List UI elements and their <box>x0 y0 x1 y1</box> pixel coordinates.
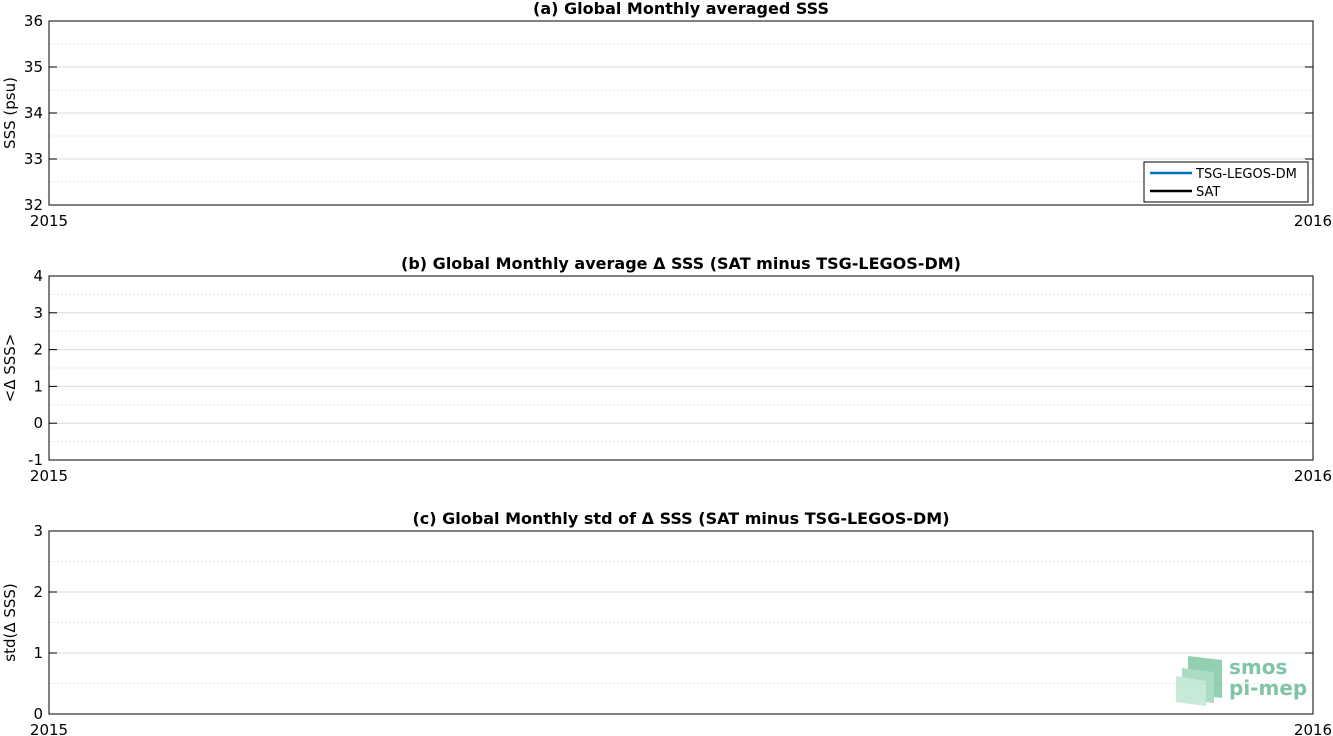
x-tick-label: 2016 <box>1293 721 1333 736</box>
y-axis-label: SSS (psu) <box>1 77 19 149</box>
y-tick-label: 4 <box>33 267 43 285</box>
y-tick-label: 35 <box>23 58 43 76</box>
chart-title: (c) Global Monthly std of Δ SSS (SAT minus TSG-LEGOS-DM) <box>412 509 950 528</box>
y-tick-label: 2 <box>33 583 43 601</box>
y-tick-label: 0 <box>33 414 43 433</box>
y-tick-label: 34 <box>23 104 43 122</box>
y-tick-label: -1 <box>28 451 43 469</box>
y-tick-label: 3 <box>33 303 43 322</box>
x-tick-label: 2016 <box>1293 467 1333 485</box>
y-tick-label: 36 <box>23 12 43 30</box>
y-tick-label: 1 <box>33 377 43 396</box>
y-tick-label: 1 <box>33 644 43 662</box>
legend <box>1144 162 1308 202</box>
logo-line2: pi-mep <box>1229 676 1308 700</box>
y-tick-label: 3 <box>33 522 43 540</box>
x-tick-label: 2015 <box>29 212 69 230</box>
panel-2 <box>1 509 1332 736</box>
y-axis-label: std(Δ SSS) <box>1 583 19 662</box>
y-axis-label: <Δ SSS> <box>1 333 19 403</box>
smos-pi-mep-logo <box>1176 655 1307 706</box>
y-tick-label: 33 <box>23 150 43 168</box>
x-tick-label: 2015 <box>29 467 69 485</box>
panel-1 <box>1 254 1332 485</box>
chart-title: (b) Global Monthly average Δ SSS (SAT minus TSG-LEGOS-DM) <box>401 254 961 273</box>
logo-line1: smos <box>1229 655 1288 679</box>
logo-waves-icon <box>1176 656 1222 706</box>
chart-title: (a) Global Monthly averaged SSS <box>533 0 829 18</box>
y-tick-label: 2 <box>33 340 43 359</box>
panel-0 <box>1 0 1332 230</box>
y-tick-label: 0 <box>33 705 43 723</box>
x-tick-label: 2016 <box>1293 212 1333 230</box>
legend-entry: TSG-LEGOS-DM <box>1196 167 1297 182</box>
y-tick-label: 32 <box>23 196 43 214</box>
legend-entry: SAT <box>1196 185 1221 200</box>
x-tick-label: 2015 <box>29 721 69 736</box>
